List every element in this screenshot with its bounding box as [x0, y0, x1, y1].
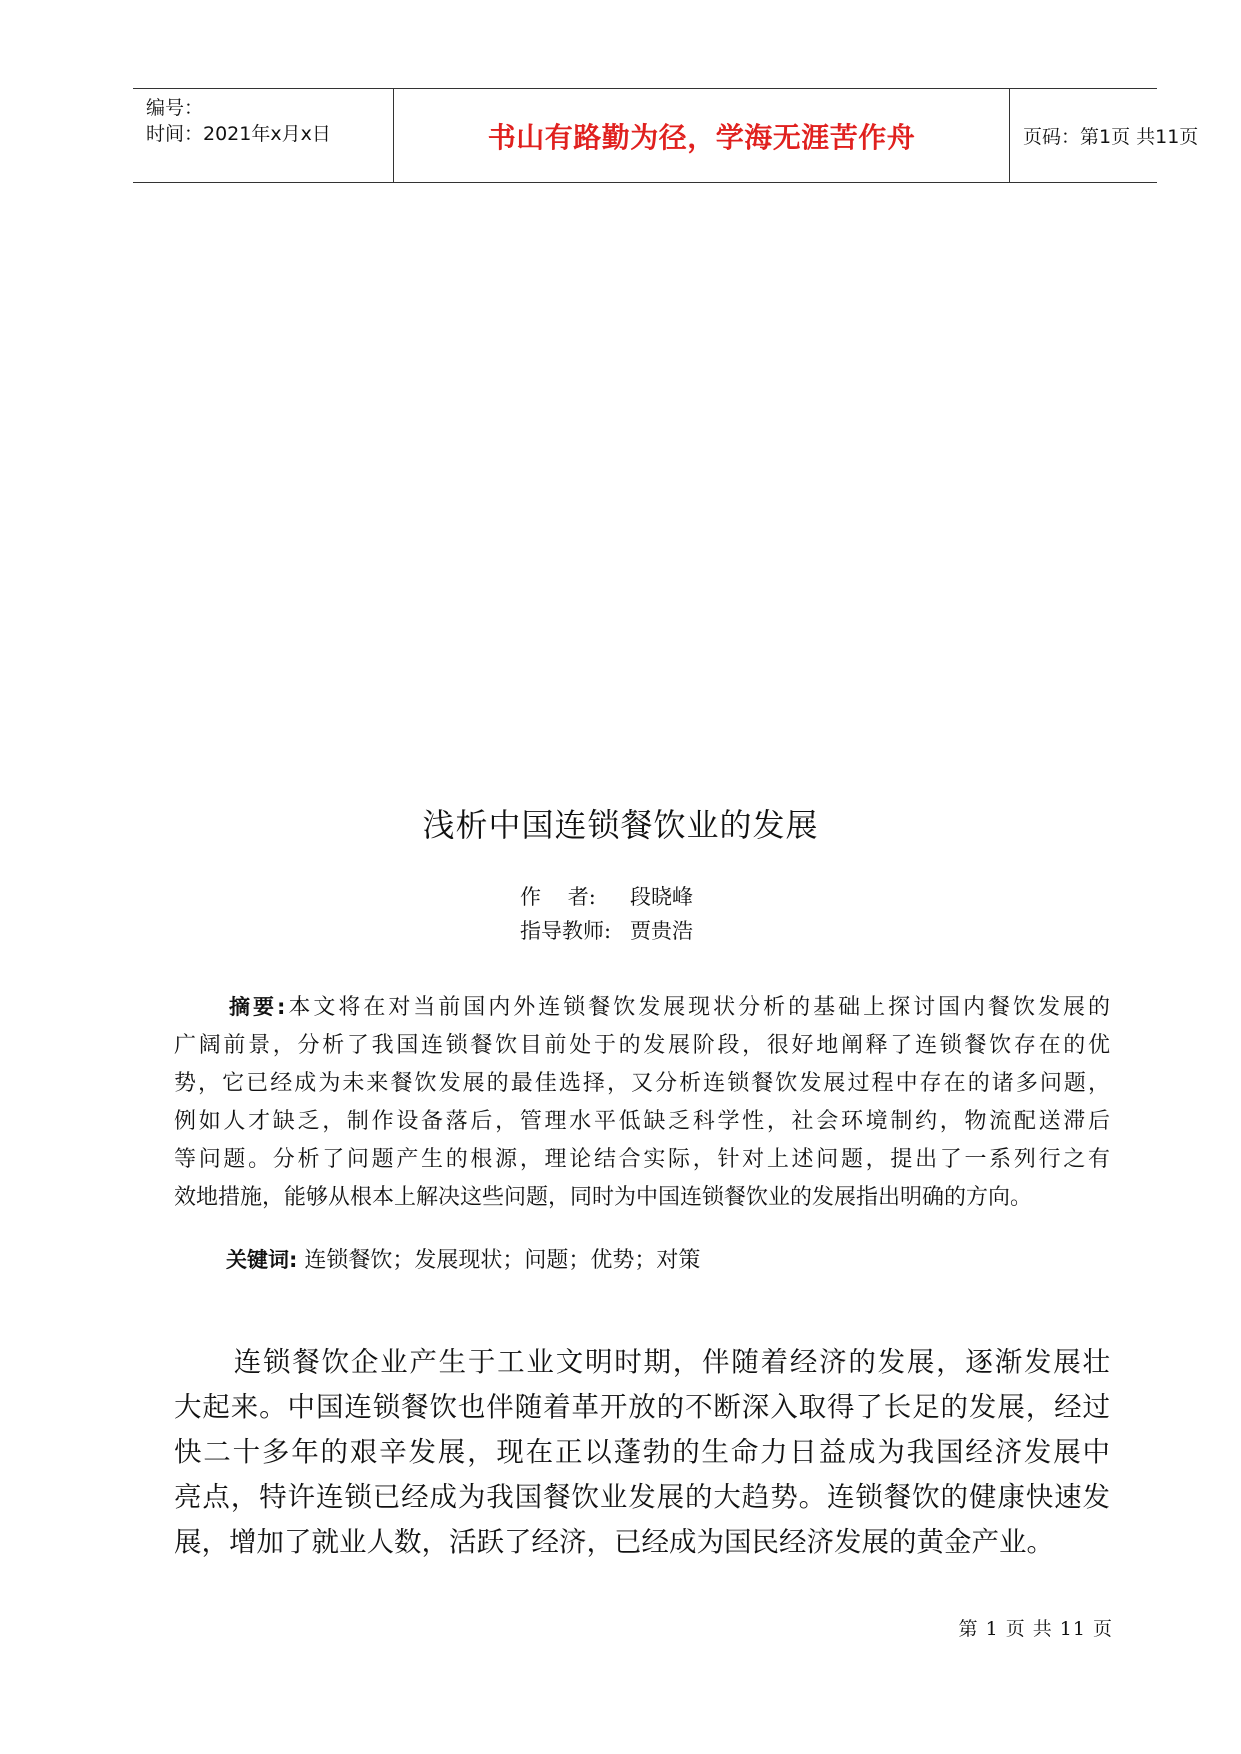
- keywords-label: 关键词:: [226, 1248, 298, 1272]
- header-motto-cell: [394, 89, 1010, 182]
- document-header: [133, 88, 1199, 183]
- body-line: 大起来。中国连锁餐饮也伴随着革开放的不断深入取得了长足的发展，经过: [174, 1391, 1110, 1423]
- body-line: 快二十多年的艰辛发展，现在正以蓬勃的生命力日益成为我国经济发展中: [174, 1436, 1110, 1468]
- document-number-label: 编号：: [146, 97, 204, 119]
- author-block: [520, 880, 693, 948]
- abstract-line: 等问题。分析了问题产生的根源，理论结合实际，针对上述问题，提出了一系列行之有: [174, 1147, 1110, 1172]
- abstract-line: 势，它已经成为未来餐饮发展的最佳选择，又分析连锁餐饮发展过程中存在的诸多问题，: [174, 1071, 1110, 1096]
- paper-title: 浅析中国连锁餐饮业的发展: [422, 806, 819, 844]
- header-page-code: 页码：第1页 共11页: [1023, 126, 1199, 148]
- author-name: 段晓峰: [630, 885, 693, 909]
- abstract-label: 摘要:: [226, 995, 286, 1019]
- body-line: 亮点，特许连锁已经成为我国餐饮业发展的大趋势。连锁餐饮的健康快速发: [174, 1481, 1110, 1513]
- abstract-line: 效地措施，能够从根本上解决这些问题，同时为中国连锁餐饮业的发展指出明确的方向。: [174, 1185, 1033, 1210]
- keywords-text: 连锁餐饮；发展现状；问题；优势；对策: [304, 1248, 701, 1273]
- keywords-line: [226, 1243, 700, 1274]
- abstract-line: 摘要:本文将在对当前国内外连锁餐饮发展现状分析的基础上探讨国内餐饮发展的: [226, 995, 1110, 1020]
- body-line: 展，增加了就业人数，活跃了经济，已经成为国民经济发展的黄金产业。: [174, 1526, 1054, 1558]
- document-time-label: 时间：2021年x月x日: [146, 123, 331, 145]
- advisor-label: 指导教师:: [520, 919, 612, 943]
- abstract-section: [174, 988, 1110, 1217]
- advisor-row: [520, 914, 693, 948]
- author-row: [520, 880, 693, 914]
- body-line: 连锁餐饮企业产生于工业文明时期，伴随着经济的发展，逐渐发展壮: [232, 1346, 1110, 1378]
- body-paragraph: [174, 1340, 1110, 1565]
- author-label: 作 者:: [520, 885, 596, 909]
- advisor-name: 贾贵浩: [630, 919, 693, 943]
- header-motto: 书山有路勤为径，学海无涯苦作舟: [487, 121, 916, 154]
- abstract-line: 广阔前景，分析了我国连锁餐饮目前处于的发展阶段，很好地阐释了连锁餐饮存在的优: [174, 1033, 1110, 1058]
- header-info-cell: [133, 89, 394, 182]
- abstract-line: 例如人才缺乏，制作设备落后，管理水平低缺乏科学性，社会环境制约，物流配送滞后: [174, 1109, 1110, 1134]
- header-page-cell: [1010, 89, 1199, 182]
- page-footer: 第 1 页 共 11 页: [958, 1618, 1113, 1640]
